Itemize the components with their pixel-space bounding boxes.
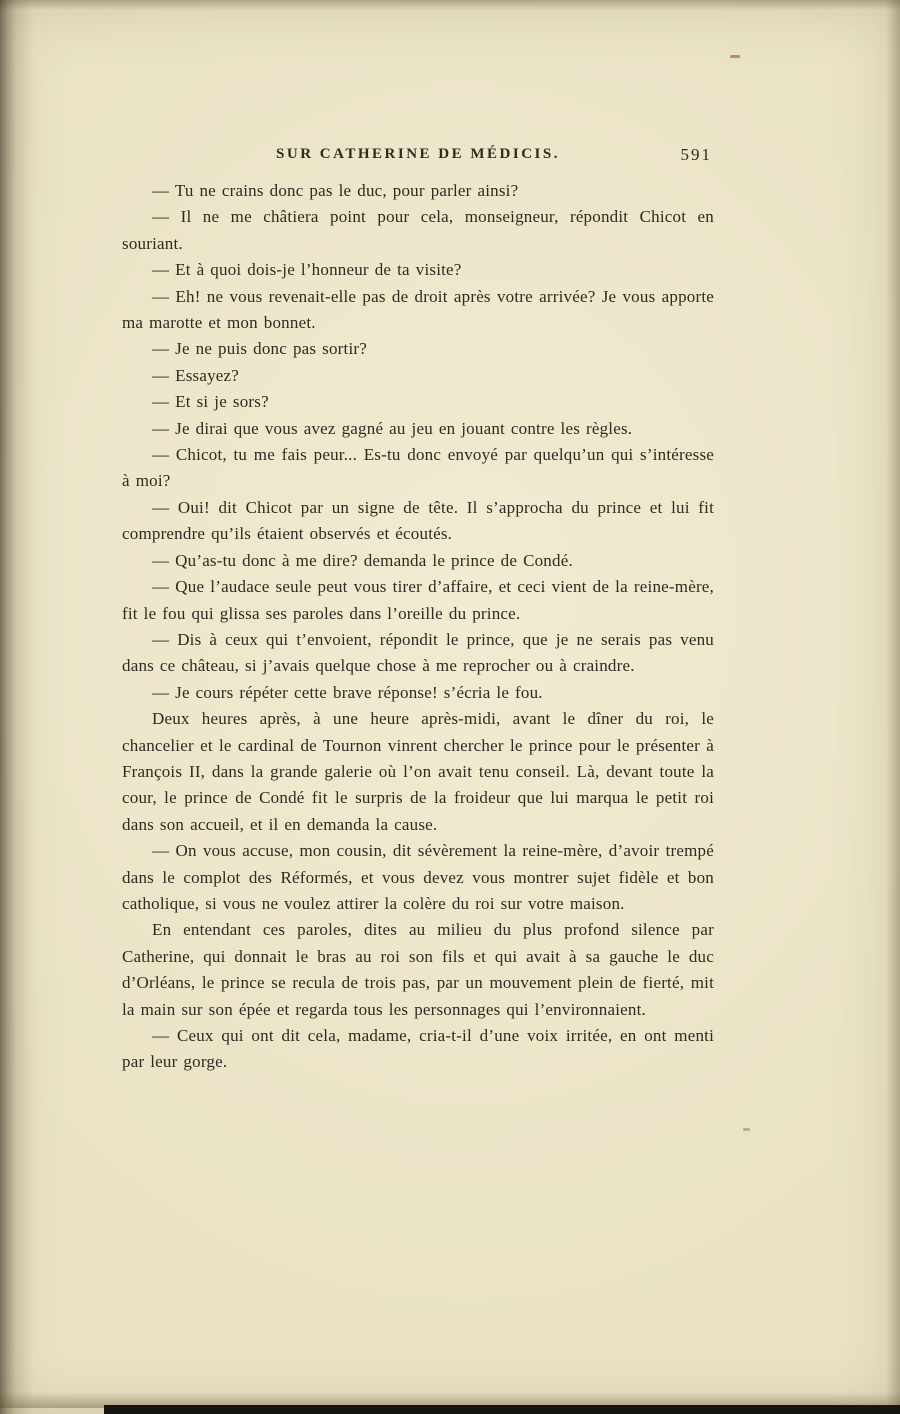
- paragraph: — Et si je sors?: [152, 392, 269, 412]
- running-header-title: SUR CATHERINE DE MÉDICIS.: [276, 146, 560, 162]
- page-text: [122, 178, 714, 1076]
- paragraph: — Chicot, tu me fais peur... Es-tu donc envoyé par quelqu’un qui s’intéresse à moi?: [122, 445, 714, 491]
- scan-mark: [730, 55, 740, 58]
- page-gutter-shadow: [0, 0, 34, 1414]
- text-block: [122, 146, 714, 1076]
- scan-edge-top: [0, 0, 900, 10]
- paragraph: — Oui! dit Chicot par un signe de tête. Il s’approcha du prince et lui fit comprendre qu’ils étaient observés et écoutés.: [122, 497, 714, 544]
- paragraph: — Et à quoi dois-je l’honneur de ta visite?: [152, 260, 462, 280]
- paragraph: — Tu ne crains donc pas le duc, pour parler ainsi?: [152, 181, 519, 200]
- paragraph: — Ceux qui ont dit cela, madame, cria-t-il d’une voix irritée, en ont menti par leur gorge.: [122, 1026, 714, 1072]
- scan-mark: [743, 1128, 750, 1131]
- paragraph: — Dis à ceux qui t’envoient, répondit le prince, que je ne serais pas venu dans ce château, si j’avais quelque chose à me reprocher ou à craindre.: [122, 629, 714, 676]
- paragraph: — Eh! ne vous revenait-elle pas de droit après votre arrivée? Je vous apporte ma marotte et mon bonnet.: [122, 286, 714, 333]
- running-header: [122, 146, 714, 170]
- paragraph: — Que l’audace seule peut vous tirer d’affaire, et ceci vient de la reine-mère, fit le fou qui glissa ses paroles dans l’oreille du prince.: [122, 577, 714, 623]
- paragraph: — Essayez?: [152, 365, 240, 385]
- paragraph: Deux heures après, à une heure après-midi, avant le dîner du roi, le chancelier et le cardinal de Tournon vinrent chercher le prince pour le présenter à François II, dans la grande galerie où l’on avait tenu conseil. Là, devant toute la cour, le prince de Condé fit le surpris de la froideur que lui marqua le petit roi dans son accueil, et il en demanda la cause.: [122, 709, 714, 834]
- paragraph: — Je dirai que vous avez gagné au jeu en jouant contre les règles.: [152, 418, 633, 438]
- page-number: 591: [680, 145, 712, 164]
- scan-edge-right: [886, 0, 900, 1414]
- paragraph: — On vous accuse, mon cousin, dit sévèrement la reine-mère, d’avoir trempé dans le complot des Réformés, et vous devez vous montrer sujet fidèle et bon catholique, si vous ne voulez attirer la colère du roi sur votre maison.: [122, 841, 714, 913]
- paragraph: — Je ne puis donc pas sortir?: [152, 339, 367, 359]
- paragraph: — Je cours répéter cette brave réponse! s’écria le fou.: [152, 682, 543, 702]
- paragraph: En entendant ces paroles, dites au milieu du plus profond silence par Catherine, qui donnait le bras au roi son fils et qui avait à sa gauche le duc d’Orléans, le prince se recula de trois pas, par un mouvement plein de fierté, mit la main sur son épée et regarda tous les personnages qui l’environnaient.: [122, 920, 714, 1019]
- scan-edge-bottom: [104, 1405, 900, 1414]
- paragraph: — Qu’as-tu donc à me dire? demanda le prince de Condé.: [152, 550, 573, 570]
- paragraph: — Il ne me châtiera point pour cela, monseigneur, répondit Chicot en souriant.: [122, 207, 714, 253]
